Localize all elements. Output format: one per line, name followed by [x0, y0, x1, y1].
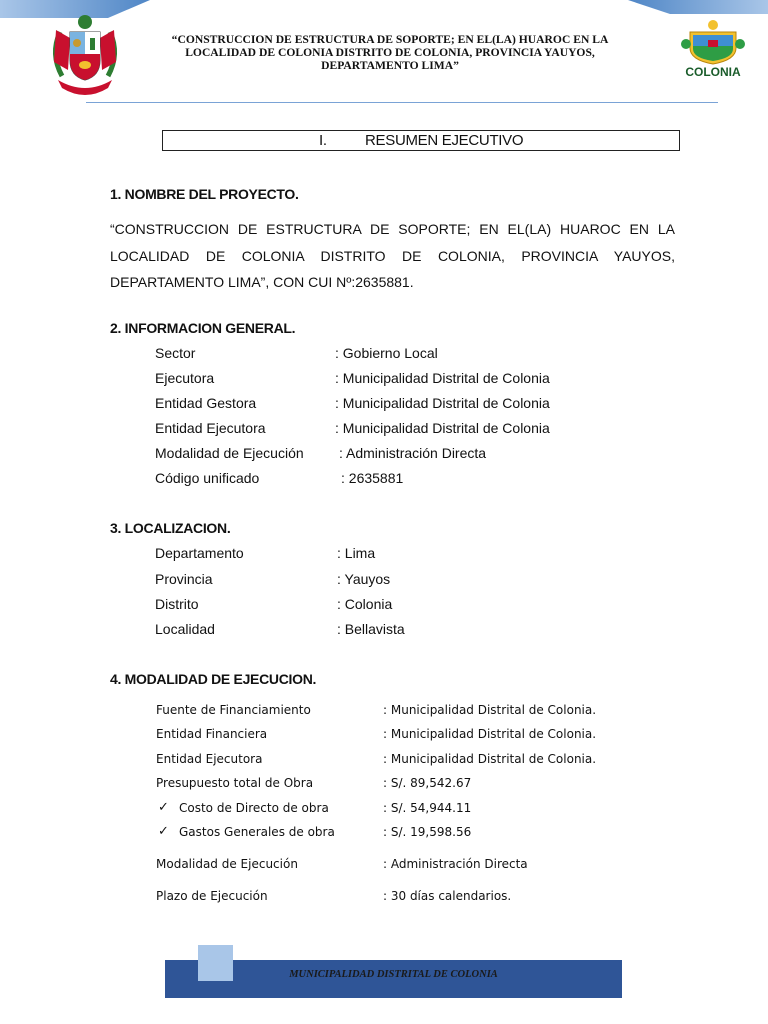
- checkmark-icon: ✓: [158, 823, 169, 838]
- project-name-paragraph: “CONSTRUCCION DE ESTRUCTURA DE SOPORTE; EN EL(LA) HUAROC EN LA LOCALIDAD DE COLONIA DISTRITO DE COLONIA, PROVINCIA YAUYOS, DEPARTAMENTO LIMA”, CON CUI Nº:2635881.: [110, 221, 675, 290]
- loc-label-distrito: Distrito: [155, 596, 199, 612]
- mod-value-entidad-ejecutora: : Municipalidad Distrital de Colonia.: [383, 752, 597, 766]
- info-value-sector: : Gobierno Local: [335, 345, 438, 361]
- heading-localizacion: 3. LOCALIZACION.: [110, 520, 231, 536]
- footer-text: MUNICIPALIDAD DISTRITAL DE COLONIA: [289, 969, 498, 980]
- mod-value-fuente: : Municipalidad Distrital de Colonia.: [383, 703, 597, 717]
- mod-value-costo-directo: : S/. 54,944.11: [383, 801, 472, 815]
- mod-label-modalidad: Modalidad de Ejecución: [156, 857, 298, 871]
- info-value-entidad-ejecutora: : Municipalidad Distrital de Colonia: [335, 420, 550, 436]
- mod-label-entidad-financiera: Entidad Financiera: [156, 727, 268, 741]
- mod-value-presupuesto: : S/. 89,542.67: [383, 776, 472, 790]
- info-value-entidad-gestora: : Municipalidad Distrital de Colonia: [335, 395, 550, 411]
- municipalidad-colonia-logo-icon: [678, 18, 748, 90]
- mod-label-gastos-generales: Gastos Generales de obra: [179, 825, 335, 839]
- header-title: “CONSTRUCCION DE ESTRUCTURA DE SOPORTE; EN EL(LA) HUAROC EN LA LOCALIDAD DE COLONIA DISTRITO DE COLONIA, PROVINCIA YAUYOS, DEPARTAMENTO LIMA”: [171, 33, 609, 72]
- peru-coat-of-arms-icon: [46, 10, 124, 98]
- section-title-box: [162, 130, 680, 151]
- checkmark-icon: ✓: [158, 799, 169, 814]
- info-label-sector: Sector: [155, 345, 196, 361]
- header-corner-decoration-right: [628, 0, 768, 14]
- mod-label-fuente: Fuente de Financiamiento: [156, 703, 311, 717]
- info-label-modalidad: Modalidad de Ejecución: [155, 445, 304, 461]
- mod-value-entidad-financiera: : Municipalidad Distrital de Colonia.: [383, 727, 597, 741]
- section-number: I.: [319, 132, 327, 149]
- loc-label-departamento: Departamento: [155, 545, 244, 561]
- info-label-entidad-gestora: Entidad Gestora: [155, 395, 257, 411]
- mod-value-gastos-generales: : S/. 19,598.56: [383, 825, 472, 839]
- mod-label-plazo: Plazo de Ejecución: [156, 889, 268, 903]
- loc-value-departamento: : Lima: [337, 545, 376, 561]
- loc-label-localidad: Localidad: [155, 621, 215, 637]
- heading-informacion-general: 2. INFORMACION GENERAL.: [110, 320, 296, 336]
- heading-modalidad-ejecucion: 4. MODALIDAD DE EJECUCION.: [110, 671, 317, 687]
- mod-value-plazo: : 30 días calendarios.: [383, 889, 512, 903]
- heading-nombre-proyecto: 1. NOMBRE DEL PROYECTO.: [110, 186, 299, 202]
- info-label-ejecutora: Ejecutora: [155, 370, 215, 386]
- colonia-logo-text: COLONIA: [685, 65, 741, 79]
- info-value-modalidad: : Administración Directa: [339, 445, 487, 461]
- loc-label-provincia: Provincia: [155, 571, 213, 587]
- loc-value-distrito: : Colonia: [337, 596, 393, 612]
- info-label-codigo: Código unificado: [155, 470, 260, 486]
- section-title: RESUMEN EJECUTIVO: [365, 132, 524, 149]
- info-label-entidad-ejecutora: Entidad Ejecutora: [155, 420, 266, 436]
- info-value-ejecutora: : Municipalidad Distrital de Colonia: [335, 370, 550, 386]
- loc-value-localidad: : Bellavista: [337, 621, 405, 637]
- mod-label-entidad-ejecutora: Entidad Ejecutora: [156, 752, 263, 766]
- mod-label-presupuesto: Presupuesto total de Obra: [156, 776, 314, 790]
- header-divider: [86, 102, 718, 103]
- loc-value-provincia: : Yauyos: [337, 571, 391, 587]
- info-value-codigo: : 2635881: [341, 470, 404, 486]
- mod-label-costo-directo: Costo de Directo de obra: [179, 801, 329, 815]
- mod-value-modalidad: : Administración Directa: [383, 857, 528, 871]
